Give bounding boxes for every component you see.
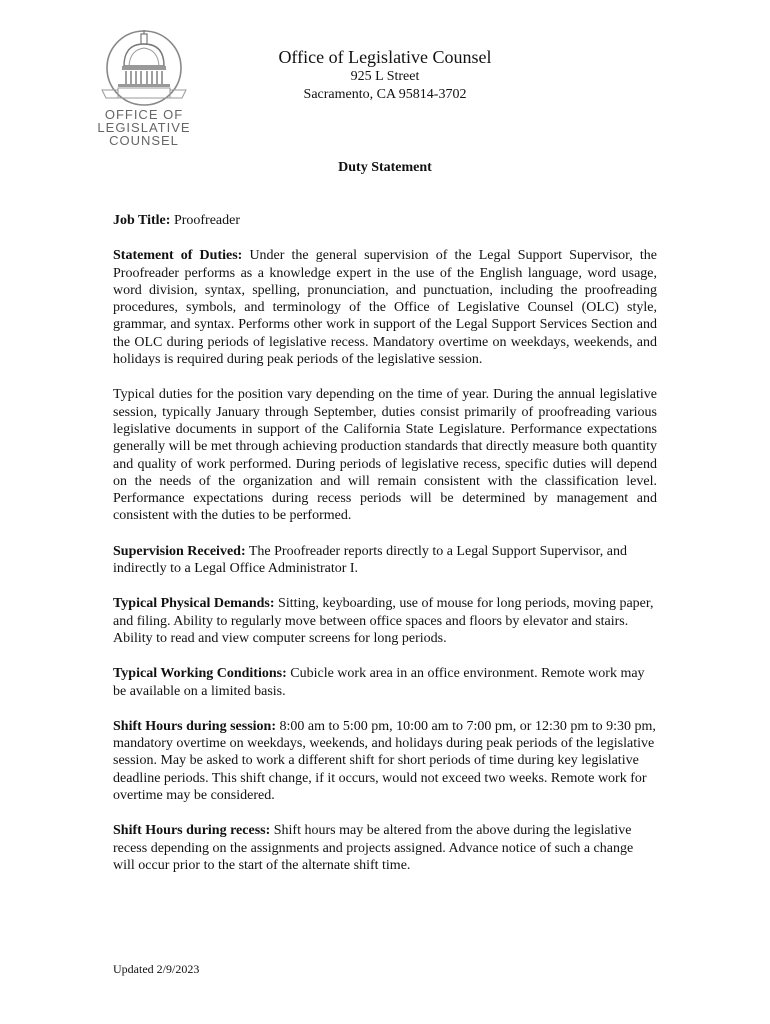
typical-duties-paragraph: Typical duties for the position vary depending on the time of year. During the annual legislative session, typically January through September, duties consist primarily of proofreading various legislative documents in support of the California State Legislature. Performance expectations generally will be met through achieving production standards that directly measure both quantity and quality of work performed. During periods of legislative recess, specific duties will depend on the needs of the organization and will remain consistent with the classification level. Performance expectations during recess periods will be determined by management and consistent with the duties to be performed. xyxy=(113,387,657,524)
city-address: Sacramento, CA 95814-3702 xyxy=(303,87,467,102)
street-address: 925 L Street xyxy=(350,69,420,84)
shift-recess-paragraph: Shift Hours during recess: Shift hours may be altered from the above during the legislative recess depending on the assignments and projects assigned. Advance notice of such a change will occur prior to the start of the alternate shift time. xyxy=(113,823,634,873)
document-title: Duty Statement xyxy=(338,160,432,175)
org-name: Office of Legislative Counsel xyxy=(278,47,492,67)
letterhead xyxy=(230,46,540,104)
job-title-value: Proofreader xyxy=(170,213,241,228)
logo-wordmark: OFFICE OF LEGISLATIVE COUNSEL xyxy=(97,107,191,148)
physical-demands-label: Typical Physical Demands: xyxy=(113,596,275,612)
duties-label: Statement of Duties: xyxy=(113,248,243,264)
shift-session-paragraph: Shift Hours during session: 8:00 am to 5:00 pm, 10:00 am to 7:00 pm, or 12:30 pm to 9:30 pm, mandatory overtime on weekdays, weekends, and holidays during peak periods of the legislative session. May be asked to work a different shift for short periods of time during key legislative deadline periods. This shift change, if it occurs, would not exceed two weeks. Remote work for overtime may be considered. xyxy=(113,718,656,804)
supervision-paragraph: Supervision Received: The Proofreader reports directly to a Legal Support Supervisor, and indirectly to a Legal Office Administrator I. xyxy=(113,543,627,577)
shift-session-label: Shift Hours during session: xyxy=(113,718,276,734)
duties-paragraph: Statement of Duties: Under the general supervision of the Legal Support Supervisor, the Proofreader performs as a knowledge expert in the use of the English language, word usage, word division, syntax, spelling, pronunciation, and punctuation, including the proofreading procedures, symbols, and terminology of the Office of Legislative Counsel (OLC) style, grammar, and syntax. Performs other work in support of the Legal Support Services Section and the OLC during periods of legislative recess. Mandatory overtime on weekdays, weekends, and holidays is required during peak periods of the legislative session. xyxy=(113,248,657,368)
updated-date: Updated 2/9/2023 xyxy=(113,962,200,976)
shift-recess-label: Shift Hours during recess: xyxy=(113,823,271,839)
document-body xyxy=(113,212,657,892)
supervision-label: Supervision Received: xyxy=(113,543,246,559)
working-conditions-paragraph: Typical Working Conditions: Cubicle work area in an office environment. Remote work may be available on a limited basis. xyxy=(113,666,645,699)
physical-demands-paragraph: Typical Physical Demands: Sitting, keyboarding, use of mouse for long periods, moving paper, and filing. Ability to regularly move between office spaces and floors by elevator and stairs. Ability to read and view computer screens for long periods. xyxy=(113,596,654,646)
job-title-paragraph xyxy=(113,212,657,229)
working-conditions-label: Typical Working Conditions: xyxy=(113,666,287,682)
job-title-label: Job Title: xyxy=(113,213,171,228)
